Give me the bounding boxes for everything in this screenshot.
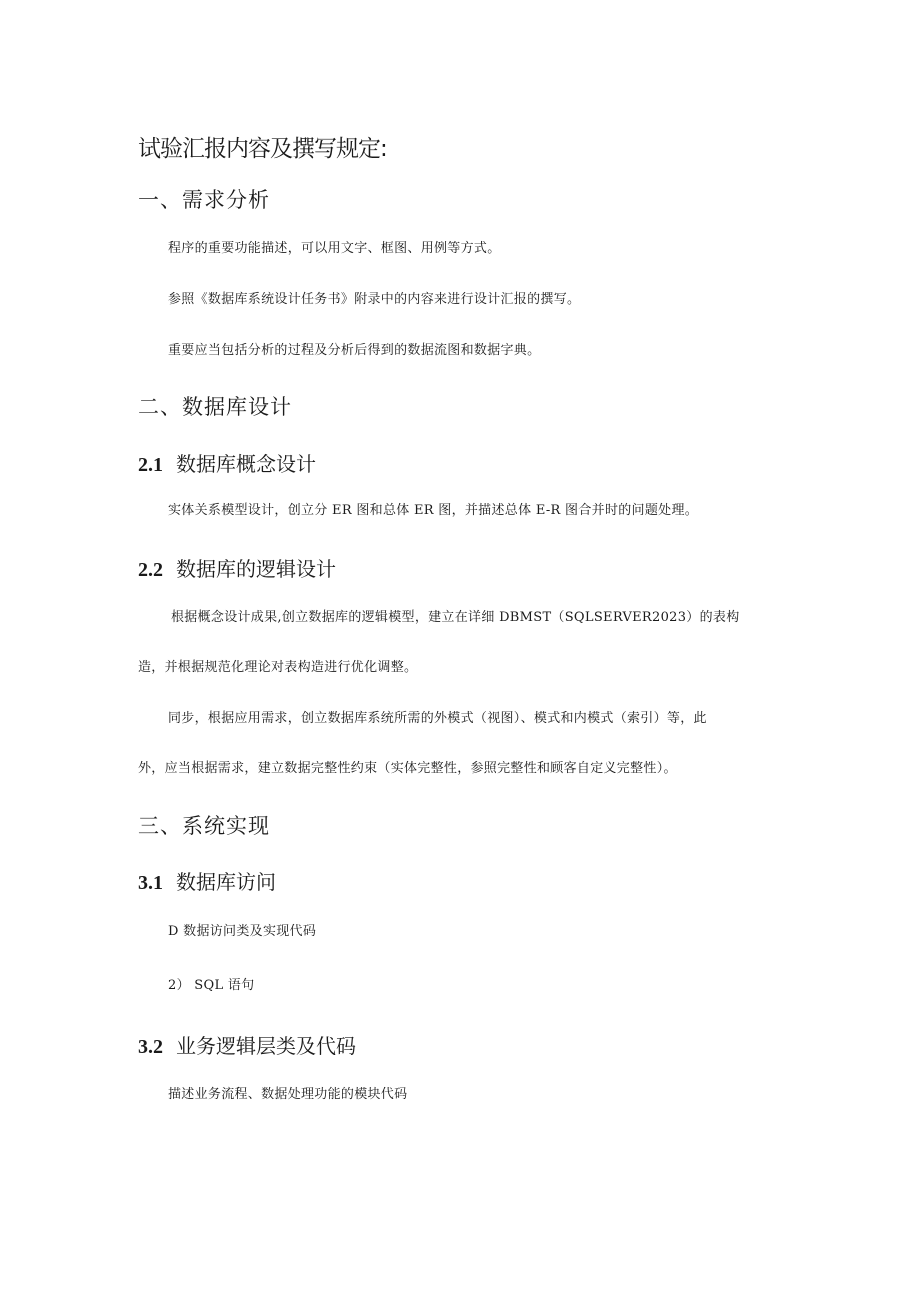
section-1-paragraph-3: 重要应当包括分析的过程及分析后得到的数据流图和数据字典。 (168, 343, 541, 358)
subsection-3-1-item-1: D 数据访问类及实现代码 (168, 924, 317, 939)
document-title: 试验汇报内容及撰写规定: (138, 136, 387, 162)
subsection-2-1-heading (138, 448, 316, 477)
subsection-number: 2.1 (138, 454, 163, 476)
section-1-paragraph-1: 程序的重要功能描述，可以用文字、框图、用例等方式。 (168, 241, 501, 256)
subsection-2-2-paragraph-1-line-2: 造，并根据规范化理论对表构造进行优化调整。 (138, 660, 418, 675)
subsection-title: 业务逻辑层类及代码 (176, 1034, 356, 1058)
section-1-paragraph-2: 参照《数据库系统设计任务书》附录中的内容来进行设计汇报的撰写。 (168, 292, 581, 307)
section-3-heading: 三、系统实现 (138, 814, 270, 838)
subsection-3-2-paragraph: 描述业务流程、数据处理功能的模块代码 (168, 1087, 408, 1102)
subsection-2-2-paragraph-2-line-2: 外，应当根据需求，建立数据完整性约束（实体完整性，参照完整性和顾客自定义完整性）。 (138, 761, 677, 776)
subsection-title: 数据库访问 (176, 870, 276, 894)
subsection-title: 数据库的逻辑设计 (176, 557, 336, 581)
subsection-3-1-heading (138, 866, 276, 895)
subsection-2-1-paragraph: 实体关系模型设计，创立分 ER 图和总体 ER 图，并描述总体 E-R 图合并时的问题处理。 (168, 503, 699, 518)
subsection-number: 2.2 (138, 559, 163, 581)
subsection-2-2-paragraph-1-line-1: 根据概念设计成果,创立数据库的逻辑模型，建立在详细 DBMST（SQLSERVER2023）的表构 (171, 610, 740, 625)
subsection-2-2-paragraph-2-line-1: 同步，根据应用需求，创立数据库系统所需的外模式（视图）、模式和内模式（索引）等，此 (168, 711, 707, 726)
subsection-2-2-heading (138, 553, 336, 582)
section-2-heading: 二、数据库设计 (138, 395, 292, 419)
subsection-3-1-item-2: 2） SQL 语句 (168, 978, 255, 993)
subsection-title: 数据库概念设计 (176, 452, 316, 476)
subsection-3-2-heading (138, 1030, 356, 1059)
section-1-heading: 一、需求分析 (138, 188, 270, 212)
subsection-number: 3.1 (138, 872, 163, 894)
subsection-number: 3.2 (138, 1036, 163, 1058)
